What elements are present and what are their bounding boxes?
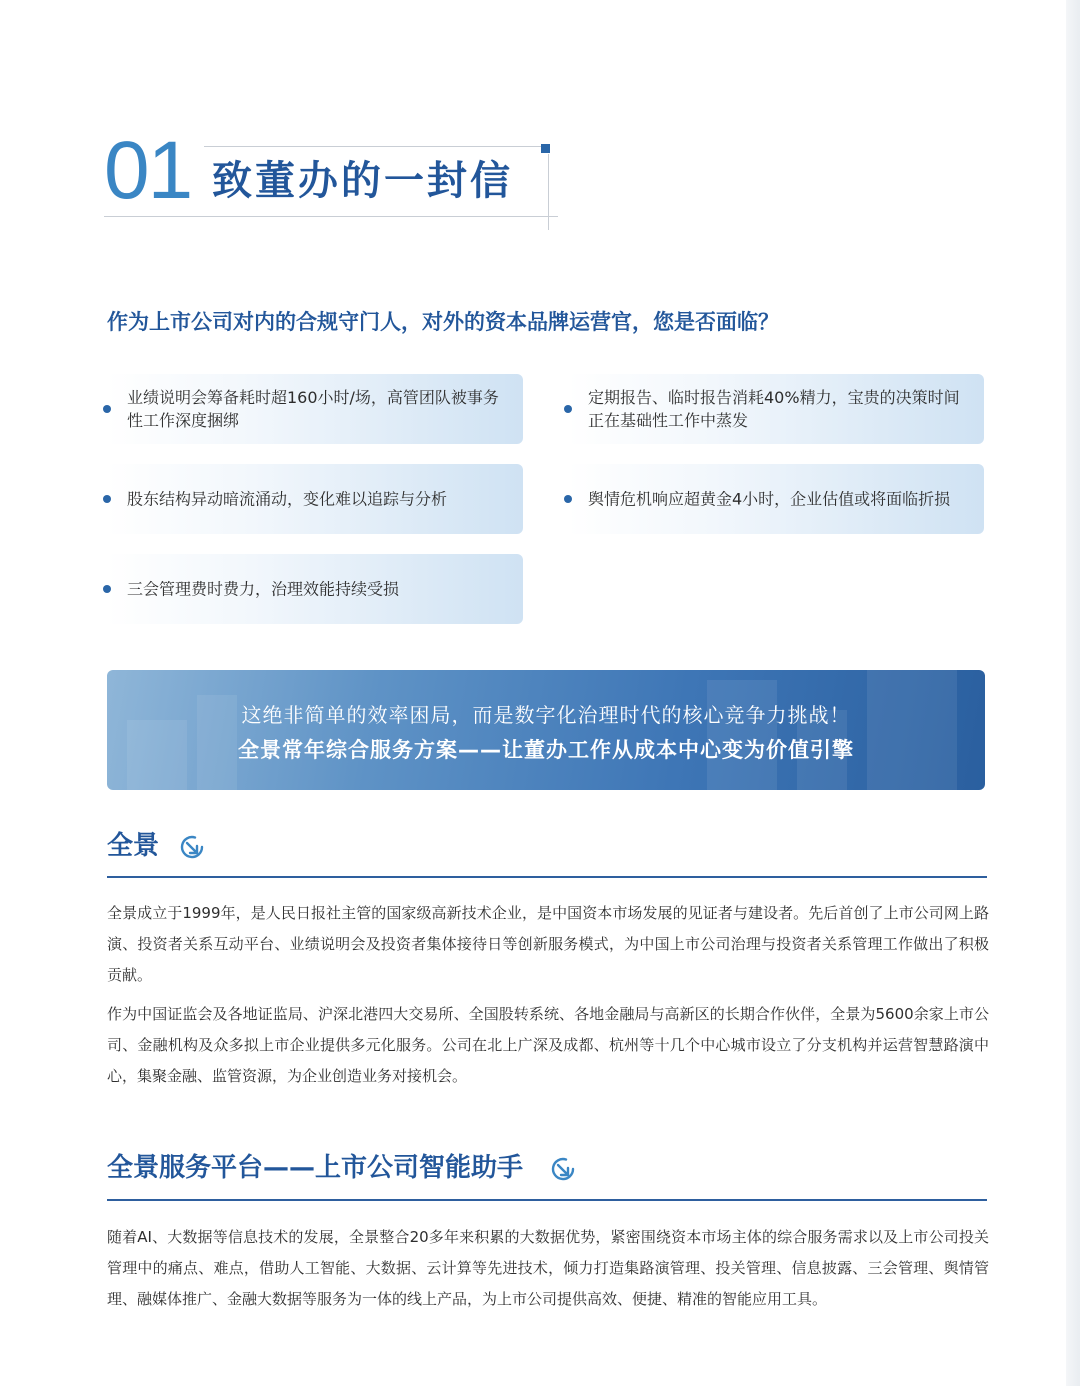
pain-point-card	[107, 464, 523, 534]
pain-point-text: 定期报告、临时报告消耗40%精力，宝贵的决策时间正在基础性工作中蒸发	[588, 388, 960, 430]
section-rule	[107, 1199, 987, 1201]
banner-building-shape	[867, 670, 957, 790]
section-paragraph: 随着AI、大数据等信息技术的发展，全景整合20多年来积累的大数据优势，紧密围绕资本市场主体的综合服务需求以及上市公司投关管理中的痛点、难点，借助人工智能、大数据、云计算等先进技术，倾力打造集路演管理、投关管理、信息披露、三会管理、舆情管理、融媒体推广、金融大数据等服务为一体的线上产品，为上市公司提供高效、便捷、精准的智能应用工具。	[107, 1228, 989, 1308]
section-title-quanjing: 全景	[107, 831, 160, 861]
bullet-dot-icon	[564, 495, 572, 503]
pain-point-text: 舆情危机响应超黄金4小时，企业估值或将面临折损	[588, 489, 951, 509]
circular-arrow-icon	[548, 1154, 578, 1184]
pain-point-card	[568, 374, 984, 444]
pain-point-card	[568, 464, 984, 534]
bullet-dot-icon	[103, 405, 111, 413]
header-vertical-rule	[548, 154, 549, 230]
pain-point-text: 股东结构异动暗流涌动，变化难以追踪与分析	[127, 489, 448, 509]
chapter-header	[104, 126, 564, 236]
chapter-title: 致董办的一封信	[212, 158, 513, 204]
header-bottom-rule	[104, 216, 558, 217]
pain-point-text: 业绩说明会筹备耗时超160小时/场，高管团队被事务性工作深度捆绑	[127, 388, 499, 430]
bullet-dot-icon	[103, 585, 111, 593]
banner-line-1: 这绝非简单的效率困局，而是数字化治理时代的核心竞争力挑战！	[241, 703, 851, 727]
page-edge-shadow	[1066, 0, 1080, 1386]
pain-point-card	[107, 554, 523, 624]
banner-line-2: 全景常年综合服务方案——让董办工作从成本中心变为价值引擎	[238, 738, 854, 762]
bullet-dot-icon	[564, 405, 572, 413]
pain-point-card	[107, 374, 523, 444]
circular-arrow-icon	[177, 832, 207, 862]
section-title-platform: 全景服务平台——上市公司智能助手	[107, 1153, 524, 1183]
question-heading: 作为上市公司对内的合规守门人，对外的资本品牌运营官，您是否面临？	[107, 310, 779, 334]
highlight-banner	[107, 670, 985, 790]
section-paragraph: 作为中国证监会及各地证监局、沪深北港四大交易所、全国股转系统、各地金融局与高新区的长期合作伙伴，全景为5600余家上市公司、金融机构及众多拟上市企业提供多元化服务。公司在北上广深及成都、杭州等十几个中心城市设立了分支机构并运营智慧路演中心，集聚金融、监管资源，为企业创造业务对接机会。	[107, 1005, 989, 1085]
bullet-dot-icon	[103, 495, 111, 503]
header-square-marker	[541, 144, 550, 153]
section-rule	[107, 876, 987, 878]
pain-point-text: 三会管理费时费力，治理效能持续受损	[127, 579, 400, 599]
chapter-number: 01	[104, 125, 192, 216]
header-top-rule	[204, 146, 542, 147]
section-paragraph: 全景成立于1999年，是人民日报社主管的国家级高新技术企业，是中国资本市场发展的见证者与建设者。先后首创了上市公司网上路演、投资者关系互动平台、业绩说明会及投资者集体接待日等创新服务模式，为中国上市公司治理与投资者关系管理工作做出了积极贡献。	[107, 904, 989, 984]
